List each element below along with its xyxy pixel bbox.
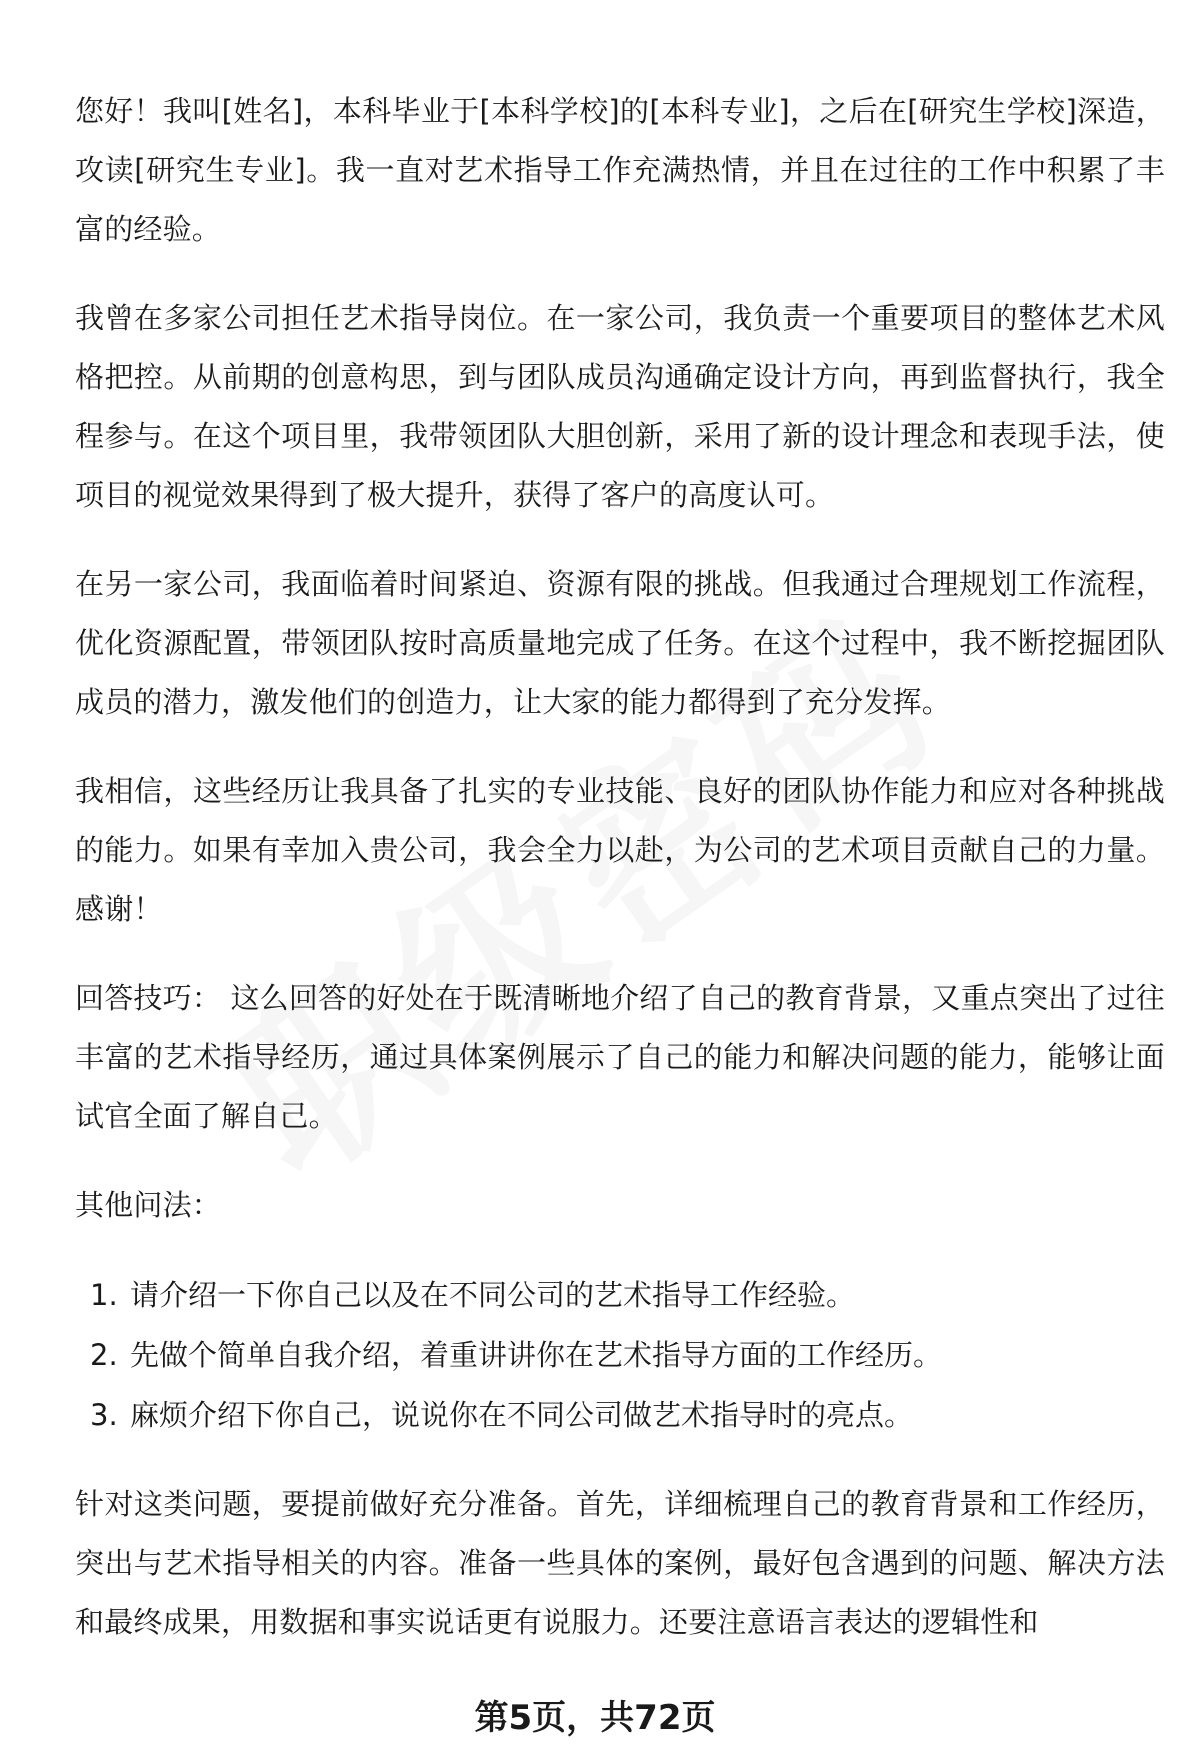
list-item-number: 1. <box>90 1278 118 1312</box>
preparation-paragraph: 针对这类问题，要提前做好充分准备。首先，详细梳理自己的教育背景和工作经历，突出与艺术指导相关的内容。准备一些具体的案例，最好包含遇到的问题、解决方法和最终成果，用数据和事实说话更有说服力。还要注意语言表达的逻辑性和 <box>75 1487 1165 1639</box>
conclusion-paragraph: 我相信，这些经历让我具备了扎实的专业技能、良好的团队协作能力和应对各种挑战的能力。如果有幸加入贵公司，我会全力以赴，为公司的艺术项目贡献自己的力量。感谢！ <box>75 774 1165 926</box>
other-questions-list <box>75 1265 1165 1445</box>
document-body <box>75 82 1165 1682</box>
other-questions-heading: 其他问法： <box>75 1188 222 1222</box>
page-footer: 第5页，共72页 <box>474 1698 716 1738</box>
answer-tips-paragraph: 回答技巧： 这么回答的好处在于既清晰地介绍了自己的教育背景，又重点突出了过往丰富的艺术指导经历，通过具体案例展示了自己的能力和解决问题的能力，能够让面试官全面了解自己。 <box>75 981 1165 1133</box>
list-item <box>90 1325 1165 1385</box>
list-item-number: 3. <box>90 1398 118 1432</box>
list-item-text: 麻烦介绍下你自己，说说你在不同公司做艺术指导时的亮点。 <box>130 1398 914 1432</box>
experience-paragraph-2: 在另一家公司，我面临着时间紧迫、资源有限的挑战。但我通过合理规划工作流程，优化资源配置，带领团队按时高质量地完成了任务。在这个过程中，我不断挖掘团队成员的潜力，激发他们的创造力，让大家的能力都得到了充分发挥。 <box>75 567 1165 719</box>
list-item-text: 先做个简单自我介绍，着重讲讲你在艺术指导方面的工作经历。 <box>130 1338 943 1372</box>
intro-paragraph: 您好！我叫[姓名]，本科毕业于[本科学校]的[本科专业]，之后在[研究生学校]深造，攻读[研究生专业]。我一直对艺术指导工作充满热情，并且在过往的工作中积累了丰富的经验。 <box>75 94 1165 246</box>
experience-paragraph-1: 我曾在多家公司担任艺术指导岗位。在一家公司，我负责一个重要项目的整体艺术风格把控。从前期的创意构思，到与团队成员沟通确定设计方向，再到监督执行，我全程参与。在这个项目里，我带领团队大胆创新，采用了新的设计理念和表现手法，使项目的视觉效果得到了极大提升，获得了客户的高度认可。 <box>75 301 1165 512</box>
list-item <box>90 1265 1165 1325</box>
list-item-text: 请介绍一下你自己以及在不同公司的艺术指导工作经验。 <box>130 1278 856 1312</box>
list-item-number: 2. <box>90 1338 118 1372</box>
list-item <box>90 1385 1165 1445</box>
